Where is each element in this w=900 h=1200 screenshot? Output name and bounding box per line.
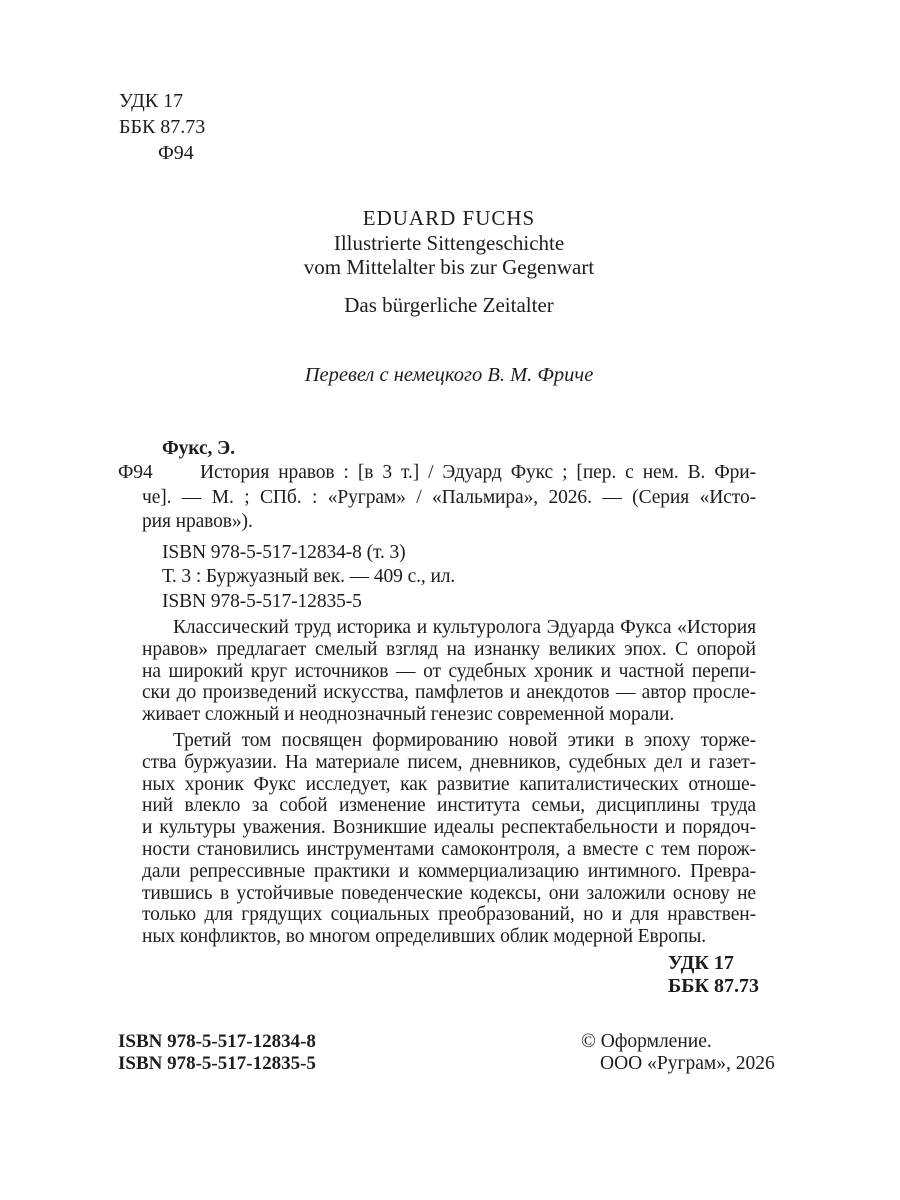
isbn-edition: ISBN 978-5-517-12835-5 xyxy=(162,590,362,612)
annotation-line: ных хроник Фукс исследует, как развитие капиталистических отноше- xyxy=(142,773,756,795)
annotation-line: дали репрессивные практики и коммерциализацию интимного. Превра- xyxy=(142,860,756,882)
annotation-line: на широкий круг источников — от судебных хроник и частной перепи- xyxy=(142,660,756,682)
annotation-line: тившись в устойчивые поведенческие кодексы, они заложили основу не xyxy=(142,882,756,904)
annotation-line: Третий том посвящен формированию новой этики в эпоху торже- xyxy=(173,729,756,751)
annotation-line: Классический труд историка и культуролога Эдуарда Фукса «История xyxy=(173,617,756,638)
original-edition-block xyxy=(142,206,756,317)
annotation-line: ных конфликтов, во многом определивших облик модерной Европы. xyxy=(142,926,707,948)
annotation-line: и культуры уважения. Возникшие идеалы респектабельности и порядоч- xyxy=(142,817,756,839)
catalog-isbn-block xyxy=(142,541,756,614)
bbk-code-top: ББК 87.73 xyxy=(119,116,206,138)
original-subtitle: Das bürgerliche Zeitalter xyxy=(344,292,554,317)
annotation-paragraph-1 xyxy=(142,617,756,726)
bbk-code-bottom: ББК 87.73 xyxy=(668,974,759,997)
annotation-line: живает сложный и неоднозначный генезис современной морали. xyxy=(142,704,675,726)
classification-codes-top xyxy=(119,88,205,166)
annotation-line: ности становились инструментами самоконтроля, а вместе с тем порож- xyxy=(142,838,756,860)
catalog-card xyxy=(118,437,756,614)
catalog-description-line: История нравов : [в 3 т.] / Эдуард Фукс ; [пер. с нем. В. Фри- xyxy=(200,462,756,484)
annotation-line: ний влекло за собой изменение института семьи, дисциплины труда xyxy=(142,795,756,817)
footer-isbn-line1: ISBN 978-5-517-12834-8 xyxy=(118,1031,316,1052)
original-author: EDUARD FUCHS xyxy=(362,206,536,230)
annotation-line: ски до произведений искусства, памфлетов и анекдотов — автор просле- xyxy=(142,682,756,704)
translator-line: Перевел с немецкого В. М. Фриче xyxy=(304,364,594,386)
catalog-description-line: рия нравов»). xyxy=(142,510,253,532)
udk-code-top: УДК 17 xyxy=(119,90,184,112)
original-title-line2: vom Mittelalter bis zur Gegenwart xyxy=(303,255,595,280)
annotation-line: ства буржуазии. На материале писем, дневников, судебных дел и газет- xyxy=(142,751,756,773)
author-sign-code-card: Ф94 xyxy=(118,462,153,484)
volume-info: Т. 3 : Буржуазный век. — 409 с., ил. xyxy=(162,566,456,588)
footer-copyright-block xyxy=(581,1031,775,1074)
catalog-description xyxy=(118,461,756,534)
copyright-line1: © Оформление. xyxy=(581,1031,712,1052)
footer-isbn-block xyxy=(118,1031,316,1074)
udk-code-bottom: УДК 17 xyxy=(668,952,734,974)
annotation-line: нравов» предлагает смелый взгляд на изнанку великих эпох. С опорой xyxy=(142,638,756,660)
copyright-line2: ООО «Руграм», 2026 xyxy=(600,1052,775,1074)
catalog-author-heading: Фукс, Э. xyxy=(162,438,235,459)
catalog-description-line: че]. — М. ; СПб. : «Руграм» / «Пальмира», 2026. — (Серия «Исто- xyxy=(142,486,756,508)
annotation-line: только для грядущих социальных преобразований, но и для нравствен- xyxy=(142,904,756,926)
original-title-line1: Illustrierte Sittengeschichte xyxy=(333,230,565,255)
annotation xyxy=(142,617,756,948)
isbn-volume: ISBN 978-5-517-12834-8 (т. 3) xyxy=(162,542,406,564)
footer-isbn-line2: ISBN 978-5-517-12835-5 xyxy=(118,1052,316,1074)
annotation-paragraph-2 xyxy=(142,730,756,948)
classification-codes-bottom xyxy=(668,952,759,997)
author-sign-code-top: Ф94 xyxy=(158,142,194,164)
